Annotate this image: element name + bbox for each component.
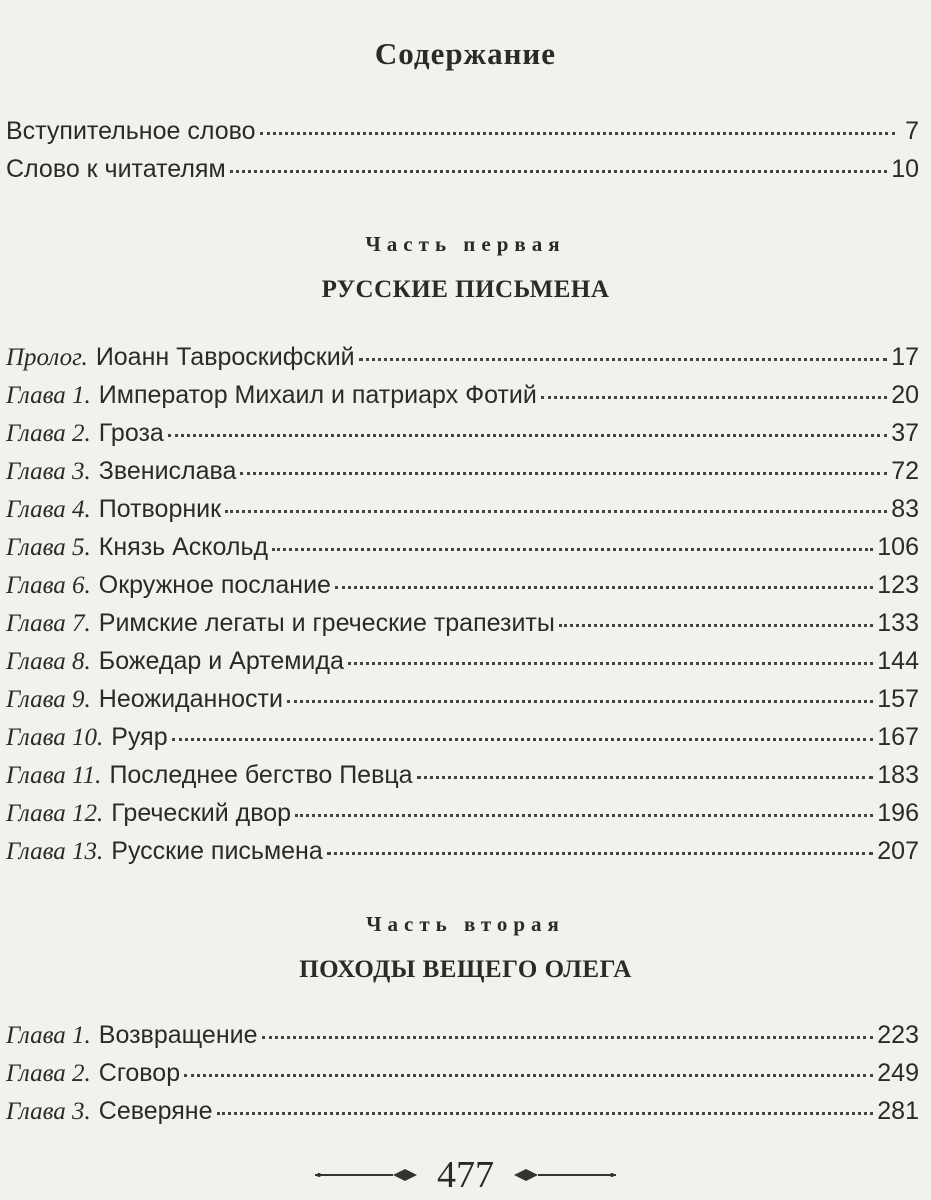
toc-entry <box>6 490 919 528</box>
toc-entry <box>6 528 919 566</box>
toc-entry-prefix: Глава 11. <box>6 762 102 789</box>
part-title: ПОХОДЫ ВЕЩЕГО ОЛЕГА <box>299 956 632 983</box>
toc-entry <box>6 642 919 680</box>
toc-entry-title: Возвращение <box>98 1021 258 1049</box>
toc-entry-page: 207 <box>877 837 919 865</box>
leader-dots <box>327 852 874 855</box>
toc-entry <box>6 338 919 376</box>
leader-dots <box>417 776 874 779</box>
leader-dots <box>260 132 896 135</box>
leader-dots <box>240 472 887 475</box>
front-matter-list <box>6 112 919 188</box>
toc-entry-page: 37 <box>891 419 919 447</box>
toc-entry-page: 83 <box>891 495 919 523</box>
toc-entry <box>6 680 919 718</box>
toc-entry-page: 123 <box>877 571 919 599</box>
leader-dots <box>184 1074 873 1077</box>
leader-dots <box>335 586 873 589</box>
toc-entry-prefix: Глава 7. <box>6 610 91 637</box>
leader-dots <box>295 814 873 817</box>
part-label: Часть вторая <box>366 912 565 936</box>
toc-entry-page: 20 <box>891 381 919 409</box>
toc-entry-page: 281 <box>877 1097 919 1125</box>
toc-entry-title: Божедар и Артемида <box>98 647 344 675</box>
toc-entry-title: Последнее бегство Певца <box>109 761 413 789</box>
toc-entry-title: Руяр <box>111 723 168 751</box>
toc-entry-prefix: Глава 2. <box>6 1060 91 1087</box>
page-title: Содержание <box>374 36 557 71</box>
leader-dots <box>348 662 873 665</box>
toc-entry-prefix: Глава 8. <box>6 648 91 675</box>
toc-entry <box>6 832 919 870</box>
toc-entry <box>6 150 919 188</box>
toc-entry <box>6 604 919 642</box>
toc-entry <box>6 1054 919 1092</box>
toc-entry <box>6 112 919 150</box>
toc-entry-prefix: Глава 13. <box>6 838 104 865</box>
toc-entry-title: Греческий двор <box>111 799 292 827</box>
page-footer <box>0 1152 931 1198</box>
toc-entry-title: Неожиданности <box>98 685 283 713</box>
toc-entry <box>6 718 919 756</box>
right-ornament-icon <box>508 1167 618 1183</box>
toc-entry-title: Русские письмена <box>111 837 323 865</box>
toc-entry-title: Иоанн Тавроскифский <box>95 343 355 371</box>
leader-dots <box>287 700 873 703</box>
toc-entry <box>6 414 919 452</box>
toc-entry-title: Северяне <box>98 1097 213 1125</box>
toc-entry-title: Вступительное слово <box>6 117 256 145</box>
toc-entry-prefix: Глава 4. <box>6 496 91 523</box>
toc-entry-page: 144 <box>877 647 919 675</box>
leader-dots <box>359 358 888 361</box>
toc-entry-prefix: Глава 10. <box>6 724 104 751</box>
toc-entry-prefix: Глава 12. <box>6 800 104 827</box>
toc-entry-title: Гроза <box>98 419 164 447</box>
toc-entry-page: 10 <box>891 155 919 183</box>
leader-dots <box>217 1112 874 1115</box>
leader-dots <box>230 170 888 173</box>
toc-entry-page: 196 <box>877 799 919 827</box>
toc-entry-prefix: Глава 1. <box>6 382 91 409</box>
toc-entry-prefix: Глава 1. <box>6 1022 91 1049</box>
toc-entry-page: 249 <box>877 1059 919 1087</box>
toc-entry-prefix: Глава 2. <box>6 420 91 447</box>
toc-entry-title: Окружное послание <box>98 571 331 599</box>
toc-entry-prefix: Глава 5. <box>6 534 91 561</box>
left-ornament-icon <box>313 1167 423 1183</box>
leader-dots <box>541 396 887 399</box>
page-number: 477 <box>437 1154 494 1196</box>
toc-entry-prefix: Глава 3. <box>6 1098 91 1125</box>
leader-dots <box>559 624 873 627</box>
toc-entry-page: 7 <box>905 117 919 145</box>
toc-entry-title: Слово к читателям <box>6 155 226 183</box>
toc-entry <box>6 376 919 414</box>
toc-entry-page: 183 <box>877 761 919 789</box>
toc-entry-page: 133 <box>877 609 919 637</box>
toc-entry <box>6 756 919 794</box>
leader-dots <box>172 738 874 741</box>
toc-entry-page: 17 <box>891 343 919 371</box>
toc-entry-title: Император Михаил и патриарх Фотий <box>98 381 537 409</box>
toc-entry <box>6 794 919 832</box>
leader-dots <box>225 510 887 513</box>
toc-entry-page: 157 <box>877 685 919 713</box>
toc-entry-title: Римские легаты и греческие трапезиты <box>98 609 555 637</box>
toc-entry <box>6 1092 919 1130</box>
toc-entry-prefix: Глава 3. <box>6 458 91 485</box>
part-title: РУССКИЕ ПИСЬМЕНА <box>321 276 610 303</box>
toc-entry-page: 72 <box>891 457 919 485</box>
leader-dots <box>262 1036 874 1039</box>
toc-entry-page: 223 <box>877 1021 919 1049</box>
part-label: Часть первая <box>365 232 566 256</box>
toc-entry-page: 167 <box>877 723 919 751</box>
toc-entry <box>6 452 919 490</box>
toc-entry-title: Князь Аскольд <box>98 533 269 561</box>
toc-entry-prefix: Глава 9. <box>6 686 91 713</box>
toc-entry-title: Потворник <box>98 495 222 523</box>
toc-entry-title: Звенислава <box>98 457 237 485</box>
toc-entry-prefix: Пролог. <box>6 344 88 371</box>
toc-entry-prefix: Глава 6. <box>6 572 91 599</box>
leader-dots <box>272 548 873 551</box>
part-two-list <box>6 1016 919 1130</box>
toc-entry <box>6 566 919 604</box>
toc-entry-title: Сговор <box>98 1059 181 1087</box>
toc-entry <box>6 1016 919 1054</box>
part-one-list <box>6 338 919 870</box>
leader-dots <box>168 434 887 437</box>
toc-entry-page: 106 <box>877 533 919 561</box>
